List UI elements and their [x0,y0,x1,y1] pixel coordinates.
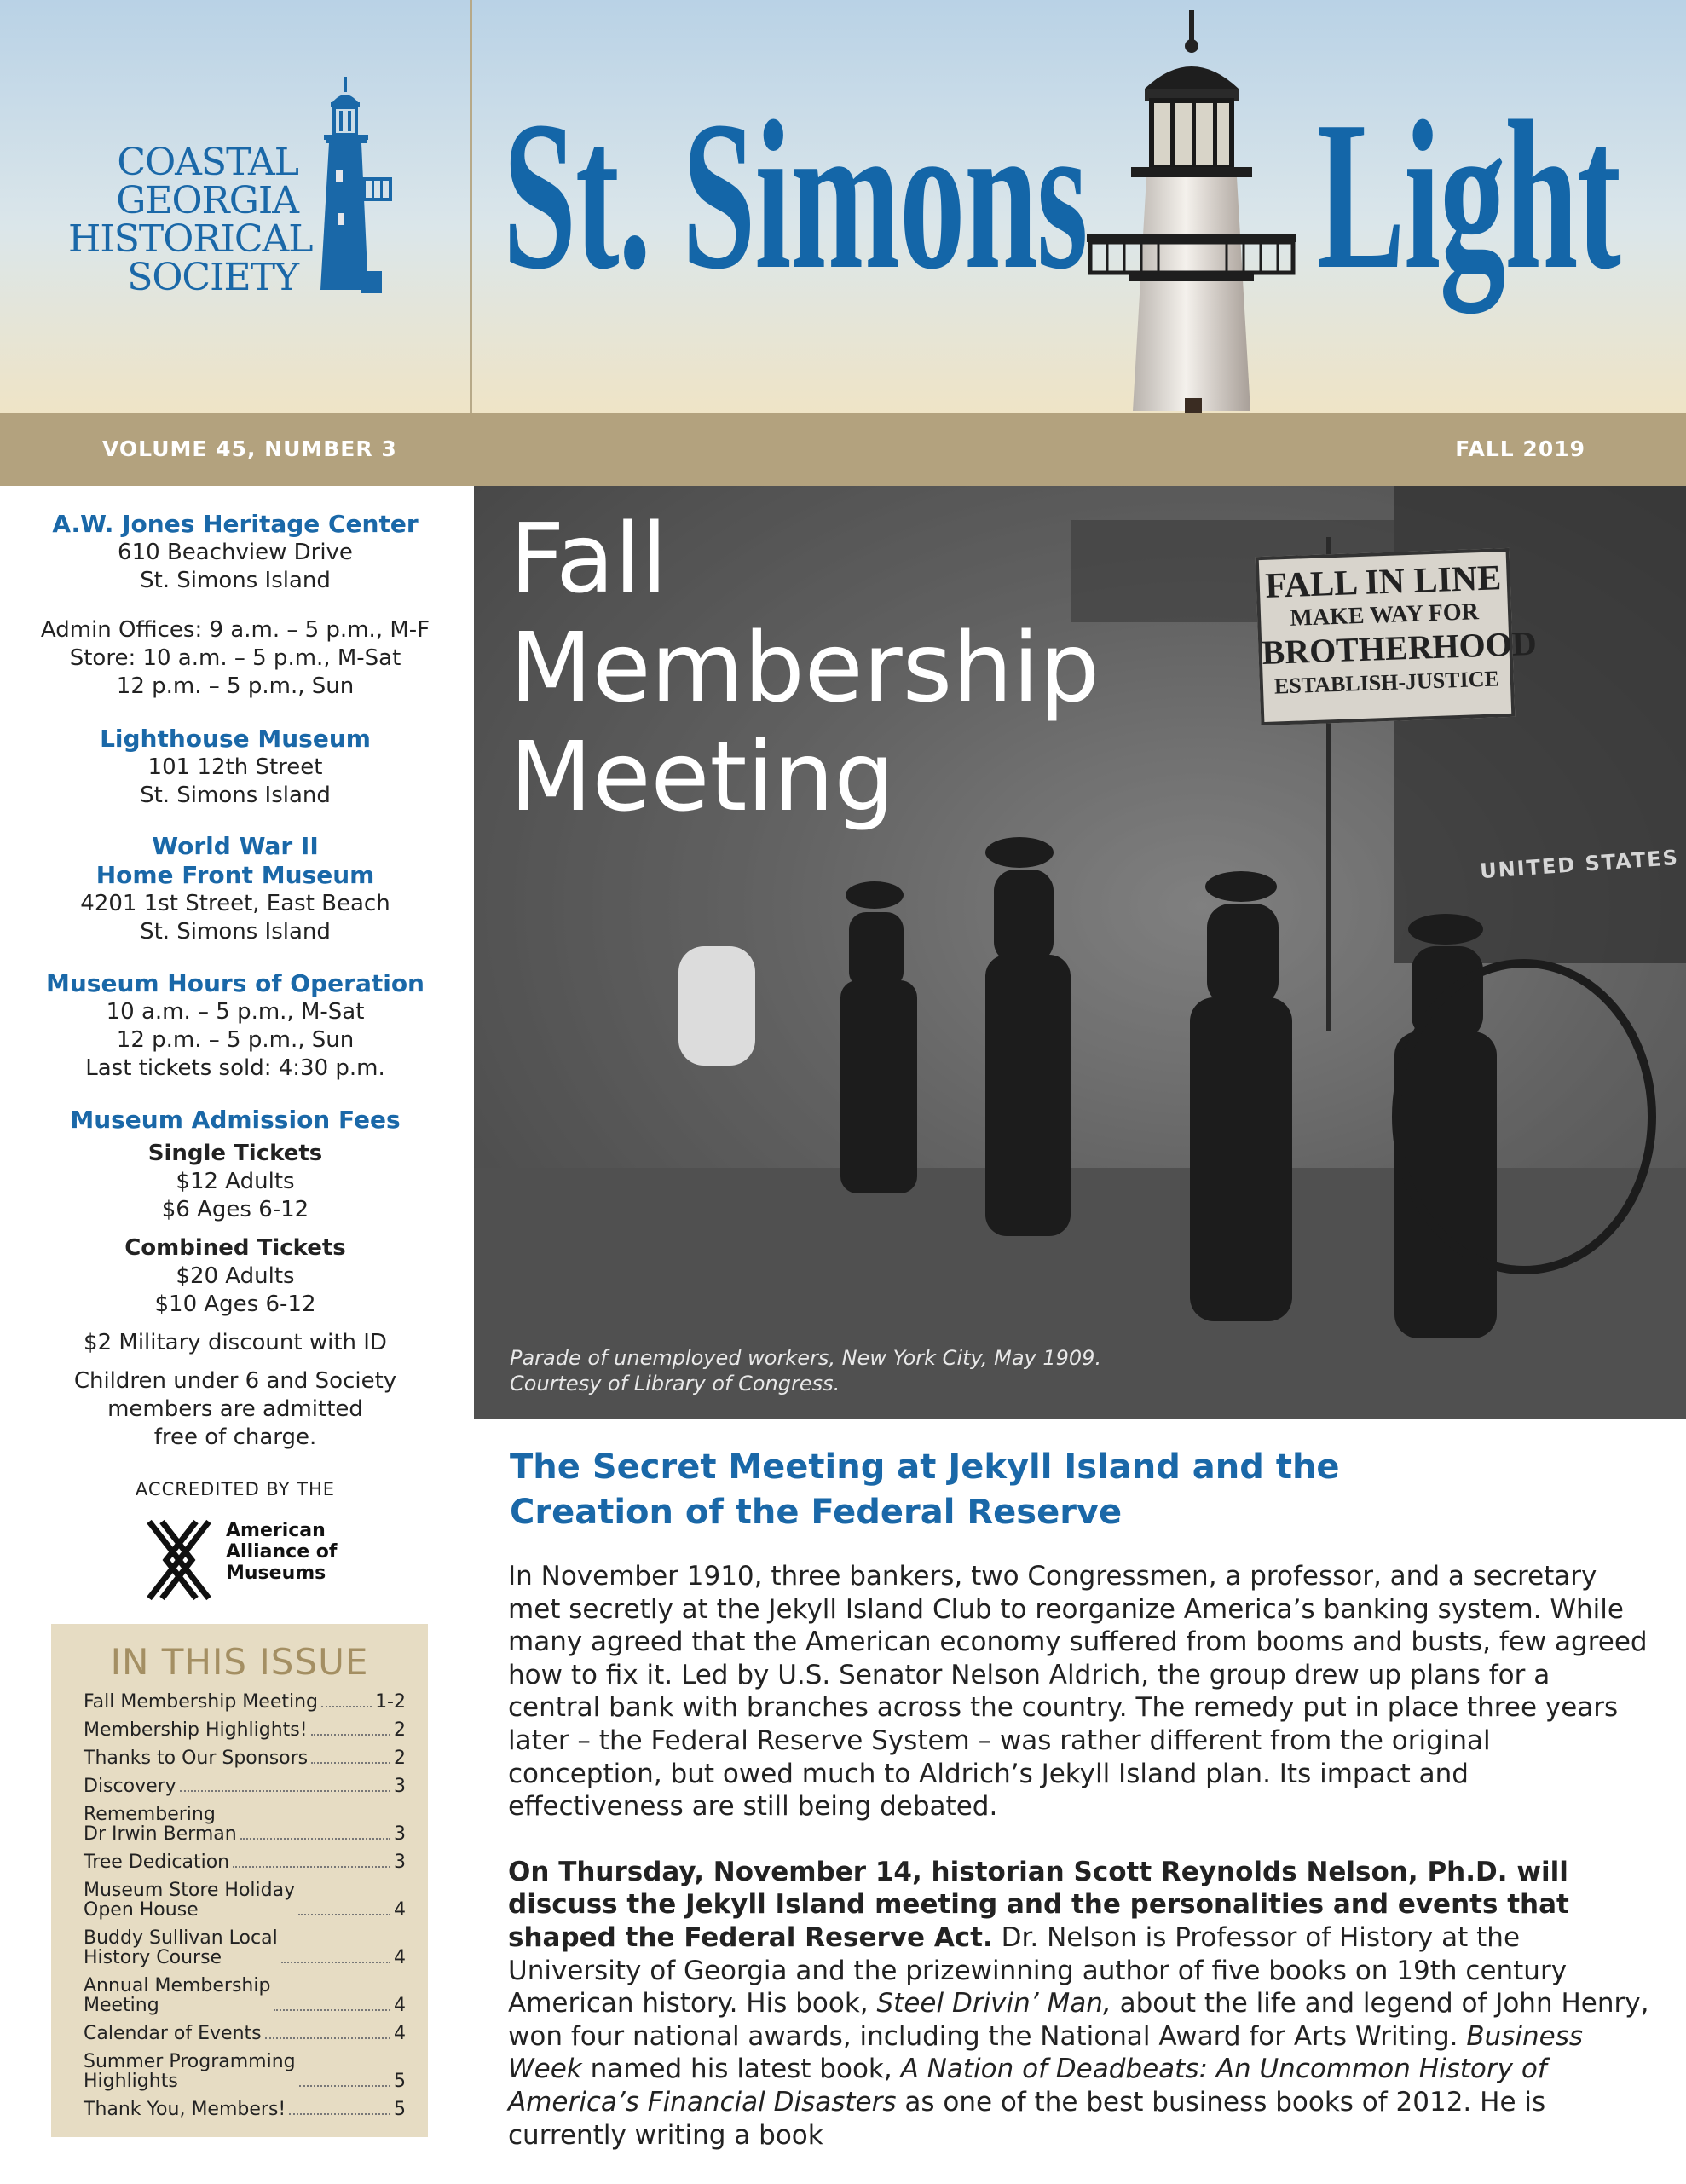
issue-item-page: 5 [394,2099,406,2120]
text-run: about the life and legend of John Henry, won four national awards, including the National Award for Arts Writing. [508,1988,1649,2052]
dot-leader [321,1706,372,1707]
children-free-note: members are admitted [107,1396,363,1422]
dot-leader [265,2037,390,2039]
issue-item-page: 4 [394,1899,406,1921]
issue-item-label: Calendar of Events [84,2023,262,2044]
issue-list-item [84,1805,406,1844]
dot-leader [289,2113,390,2115]
dot-leader [311,1762,390,1764]
dot-leader [180,1790,390,1792]
children-free-note: free of charge. [153,1424,317,1450]
combined-child-price: $10 Ages 6-12 [154,1291,316,1317]
org-name-line: COASTAL [117,141,298,184]
issue-list-item [84,2024,406,2043]
issue-item-page: 4 [394,1947,406,1968]
lighthouse-museum-city: St. Simons Island [140,783,331,808]
article-body [508,1560,1650,2184]
feature-title-line: Membership [510,613,1100,724]
store-sunday-hours: 12 p.m. – 5 p.m., Sun [116,673,355,699]
admission-fees-block [0,1106,471,1452]
event-announcement: On Thursday, November 14, historian Scott Reynolds Nelson, Ph.D. will discuss the Jekyll Island meeting and the personalities and events that shaped the Federal Reserve Act. [508,1856,1569,1953]
header-divider [470,0,472,413]
aam-mark-icon [141,1513,217,1607]
magazine-title: Business Week [508,2020,1584,2085]
dot-leader [240,1838,390,1840]
org-name-line: SOCIETY [127,256,298,299]
issue-list-item [84,1852,406,1872]
org-name-line: HISTORICAL [68,217,313,261]
issue-list-item [84,1692,406,1712]
ww2-museum-address: 4201 1st Street, East Beach [80,891,390,916]
in-this-issue-title: IN THIS ISSUE [110,1641,369,1683]
issue-item-label: Tree Dedication [84,1852,230,1873]
issue-list-item [84,1720,406,1740]
admission-fees-title: Museum Admission Fees [70,1106,401,1134]
issue-item-page: 2 [394,1719,406,1741]
office-hours-block [0,616,471,701]
issue-item-label: Summer Programming Highlights [84,2051,296,2092]
issue-item-label: Annual Membership Meeting [84,1975,271,2016]
ww2-museum-title: Home Front Museum [95,861,375,889]
dot-leader [274,2009,390,2011]
sign-text: MAKE WAY FOR [1289,598,1480,632]
feature-title-line: Fall [510,504,668,615]
masthead-title-left: St. Simons [503,78,1088,314]
military-discount: $2 Military discount with ID [84,1330,387,1355]
single-adult-price: $12 Adults [176,1169,295,1194]
issue-item-label: Fall Membership Meeting [84,1691,318,1713]
last-tickets: Last tickets sold: 4:30 p.m. [85,1055,385,1081]
combined-adult-price: $20 Adults [176,1263,295,1289]
admin-hours: Admin Offices: 9 a.m. – 5 p.m., M-F [40,617,430,643]
dot-leader [281,1962,390,1963]
sign-text: ESTABLISH-JUSTICE [1273,666,1500,699]
issue-item-page: 4 [394,2023,406,2044]
issue-item-label: Thank You, Members! [84,2099,286,2120]
caption-line: Parade of unemployed workers, New York City, May 1909. [510,1346,1102,1370]
lighthouse-museum-title: Lighthouse Museum [100,725,371,753]
aam-name-line: Alliance of [226,1541,338,1563]
in-this-issue-box [51,1624,428,2137]
lighthouse-logo-icon [300,77,394,315]
issue-list-item [84,1777,406,1796]
book-title: Steel Drivin’ Man, [876,1988,1111,2019]
accredited-label: ACCREDITED BY THE [135,1479,336,1499]
ww2-museum-title: World War II [152,832,319,860]
single-tickets-title: Single Tickets [147,1141,323,1166]
issue-item-page: 3 [394,1852,406,1873]
lighthouse-museum-address: 101 12th Street [147,754,323,780]
volume-number: VOLUME 45, NUMBER 3 [102,436,397,461]
issue-list [84,1692,406,2128]
protest-sign [1256,548,1538,725]
dot-leader [311,1734,390,1736]
issue-item-label: Discovery [84,1776,176,1797]
issue-item-page: 3 [394,1823,406,1845]
ww2-museum-city: St. Simons Island [140,919,331,945]
photo-caption [510,1345,1101,1396]
issue-item-label: Thanks to Our Sponsors [84,1748,309,1769]
children-free-note: Children under 6 and Society [73,1368,397,1394]
single-child-price: $6 Ages 6-12 [161,1197,309,1222]
issue-item-label: Remembering Dr Irwin Berman [84,1804,237,1845]
issue-list-item [84,1928,406,1967]
heritage-center-address: 610 Beachview Drive [118,540,353,565]
headline-line: Creation of the Federal Reserve [510,1493,1123,1532]
museum-hours-weekday: 10 a.m. – 5 p.m., M-Sat [106,999,365,1025]
issue-item-label: Buddy Sullivan Local History Course [84,1927,278,1968]
article-paragraph: In November 1910, three bankers, two Congressmen, a professor, and a secretary met secretly at the Jekyll Island Club to reorganize America’s banking system. While many agreed that the American economy suffered from booms and busts, few agreed how to fix it. Led by U.S. Senator Nelson Aldrich, the group drew up plans for a central bank with branches across the country. The remedy put in place three years later – the Federal Reserve System – was rather different from the original conception, but owed much to Aldrich’s Jekyll Island plan. Its impact and effectiveness are still being debated. [508,1561,1648,1823]
museum-hours-block [0,969,471,1083]
issue-item-label: Membership Highlights! [84,1719,308,1741]
masthead-title-right: Light [1317,78,1620,314]
aam-logo [141,1513,345,1607]
heritage-center-city: St. Simons Island [140,568,331,593]
issue-item-page: 3 [394,1776,406,1797]
dot-leader [299,2085,390,2087]
issue-item-page: 1-2 [375,1691,406,1713]
dot-leader [233,1866,390,1868]
wagon-lettering: UNITED STATES [1479,845,1680,884]
issue-list-item [84,1976,406,2015]
issue-item-page: 2 [394,1748,406,1769]
combined-tickets-title: Combined Tickets [124,1235,346,1261]
store-hours: Store: 10 a.m. – 5 p.m., M-Sat [69,645,401,671]
lighthouse-museum-block [0,725,471,810]
text-run: named his latest book, [581,2054,901,2085]
aam-name-line: American [226,1520,326,1541]
issue-list-item [84,1881,406,1920]
aam-name [226,1520,337,1584]
ww2-museum-block [0,832,471,946]
article-headline [510,1445,1618,1535]
museum-hours-title: Museum Hours of Operation [46,969,424,997]
headline-line: The Secret Meeting at Jekyll Island and the [510,1447,1340,1487]
text-run: Dr. Nelson is Professor of History at the University of Georgia and the prizewinning author of five books on 19th century American history. His book, [508,1921,1568,2019]
museum-hours-sunday: 12 p.m. – 5 p.m., Sun [116,1027,355,1053]
sign-text: FALL IN LINE [1264,558,1502,606]
heritage-center-title: A.W. Jones Heritage Center [52,510,419,538]
issue-list-item [84,2052,406,2091]
book-title: A Nation of Deadbeats: An Uncommon History of America’s Financial Disasters [508,2054,1547,2118]
issue-item-label: Museum Store Holiday Open House [84,1880,296,1921]
issue-item-page: 4 [394,1995,406,2016]
sign-text: BROTHERHOOD [1261,623,1538,673]
lighthouse-illustration [1070,10,1317,419]
feature-title [510,505,1100,832]
dot-leader [298,1914,390,1915]
issue-list-item [84,2100,406,2119]
heritage-center-block [0,510,471,595]
article-paragraph [508,1856,1650,2152]
issue-list-item [84,1748,406,1768]
issue-season: FALL 2019 [1455,436,1585,461]
org-name [68,141,313,299]
aam-name-line: Museums [226,1563,326,1584]
caption-line: Courtesy of Library of Congress. [510,1372,840,1395]
feature-title-line: Meeting [510,722,895,833]
text-run: as one of the best business books of 2012. He is currently writing a book [508,2086,1546,2151]
issue-item-page: 5 [394,2071,406,2092]
org-name-line: GEORGIA [116,179,298,222]
